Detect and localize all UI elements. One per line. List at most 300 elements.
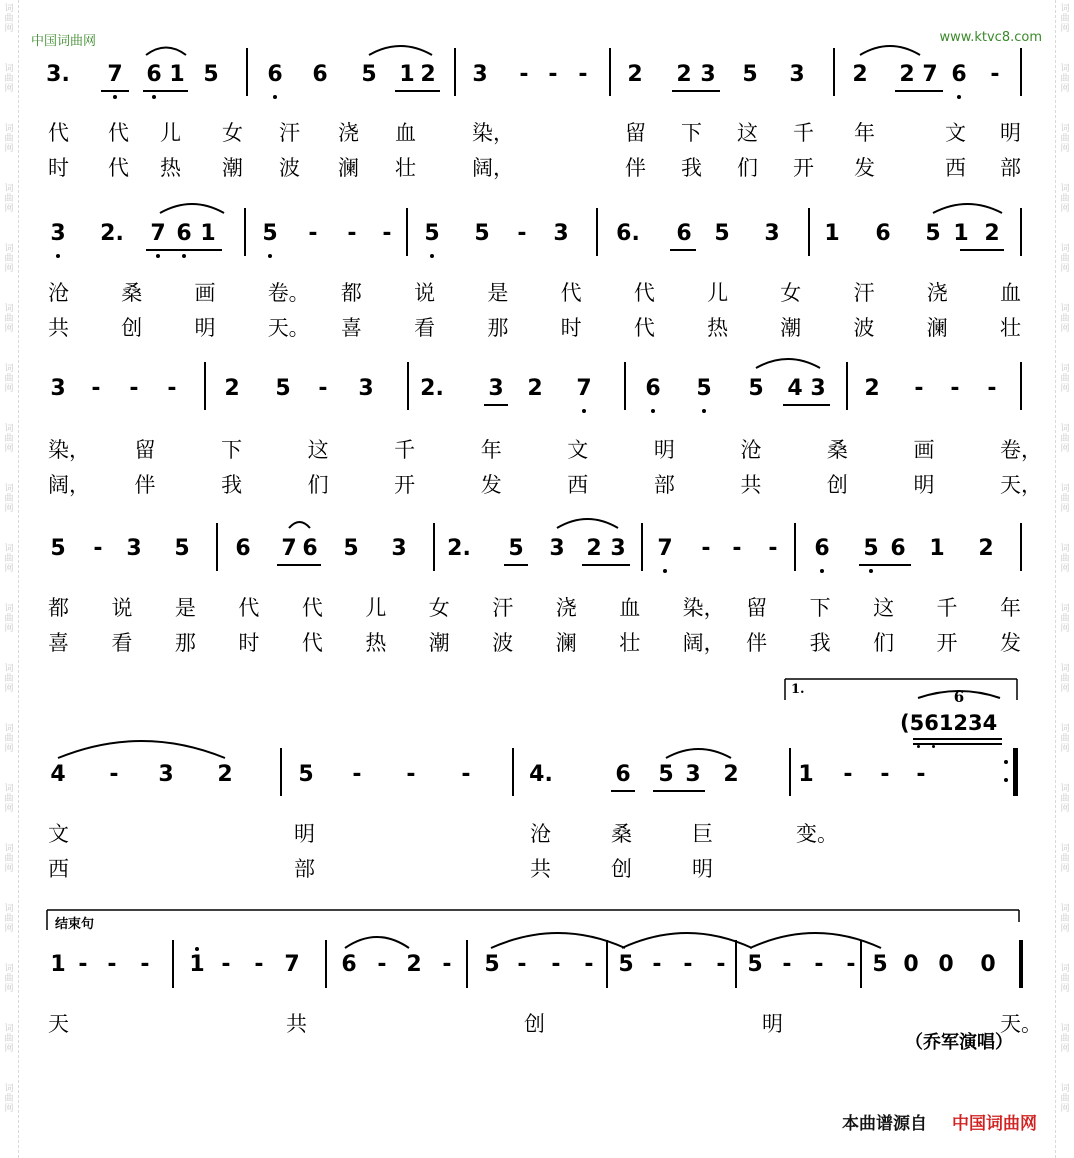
lyric-syllable: 染，: [682, 596, 725, 620]
lyric-syllable: 千: [793, 121, 814, 145]
lyric-syllable: 明: [294, 822, 315, 846]
watermark-text: 词曲网: [1060, 484, 1070, 514]
lyric-syllable: 留: [625, 121, 646, 145]
bar-line: [596, 208, 598, 256]
watermark-text: 词曲网: [4, 244, 14, 274]
lyric-syllable: 共: [530, 857, 551, 881]
jianpu-note: 1: [399, 62, 415, 87]
lyric-syllable: 说: [111, 596, 133, 620]
jianpu-note: -: [548, 62, 558, 87]
jianpu-note: 5: [658, 762, 674, 787]
beam-underline: [895, 90, 943, 92]
jianpu-note: -: [768, 536, 778, 561]
jianpu-note: 2: [864, 376, 880, 401]
jianpu-note: -: [352, 762, 362, 787]
jianpu-note: -: [318, 376, 328, 401]
jianpu-note: -: [78, 952, 88, 977]
slur: [860, 46, 920, 55]
jianpu-note: 5: [484, 952, 500, 977]
bar-line: [1020, 208, 1022, 256]
jianpu-note: 4: [787, 376, 803, 401]
footer-source-site: 中国词曲网: [952, 1114, 1037, 1134]
lyric-syllable: 明: [1000, 121, 1021, 145]
watermark-text: 词曲网: [1060, 64, 1070, 94]
jianpu-note: -: [584, 952, 594, 977]
beam-underline: [101, 90, 129, 92]
jianpu-note: 5: [424, 221, 440, 246]
watermark-text: 词曲网: [4, 304, 14, 334]
watermark-text: 词曲网: [1060, 424, 1070, 454]
lyric-syllable: 都: [48, 596, 69, 620]
jianpu-note: 6: [302, 536, 318, 561]
lyric-syllable: 染，: [48, 438, 90, 462]
lyric-syllable: 文: [945, 121, 966, 145]
lyric-syllable: 伴: [746, 631, 768, 655]
lyric-syllable: 文: [48, 822, 69, 846]
lyric-syllable: 血: [1000, 281, 1021, 305]
lyric-syllable: 时: [560, 316, 582, 340]
slur: [933, 204, 1002, 213]
lyric-syllable: 们: [737, 156, 758, 180]
beam-underline: [611, 790, 635, 792]
lyric-syllable: 汗: [853, 281, 875, 305]
jianpu-note: 2: [984, 221, 1000, 246]
lyric-syllable: 部: [653, 473, 675, 497]
lyric-syllable: 代: [301, 631, 323, 655]
lyric-syllable: 儿: [707, 281, 729, 305]
lyric-syllable: 这: [737, 121, 758, 145]
lyric-syllable: 女: [780, 281, 802, 305]
jianpu-note: 5: [742, 62, 758, 87]
bar-line: [641, 523, 643, 571]
repeat-dot: [1004, 760, 1008, 764]
beam-underline: [672, 90, 720, 92]
lyric-syllable: 代: [238, 596, 260, 620]
watermark-text: 词曲网: [4, 784, 14, 814]
beam-underline: [960, 249, 1004, 251]
watermark-text: 词曲网: [4, 1024, 14, 1054]
beam-underline: [146, 249, 222, 251]
lyric-syllable: 留: [134, 438, 156, 462]
jianpu-note: 3: [50, 376, 66, 401]
lyric-syllable: 下: [221, 438, 243, 462]
jianpu-note: 6: [951, 62, 967, 87]
beam-underline: [277, 564, 321, 566]
lyric-syllable: 发: [1000, 631, 1021, 655]
lyric-syllable: 热: [160, 156, 181, 180]
beam-underline: [653, 790, 705, 792]
jianpu-note: 2.: [447, 536, 471, 561]
octave-dot-below: [56, 254, 60, 258]
jianpu-note: 2: [586, 536, 602, 561]
lyric-syllable: 开: [936, 631, 958, 655]
lyric-syllable: 儿: [365, 596, 387, 620]
lyric-syllable: 说: [414, 281, 436, 305]
jianpu-note: 6: [814, 536, 830, 561]
slur: [666, 749, 731, 758]
jianpu-note: -: [517, 952, 527, 977]
watermark-text: 词曲网: [4, 604, 14, 634]
jianpu-note: -: [382, 221, 392, 246]
watermark-text: 词曲网: [1060, 784, 1070, 814]
beam-underline: [143, 90, 188, 92]
lyric-syllable: 明: [913, 473, 935, 497]
lyric-syllable: 时: [238, 631, 260, 655]
watermark-text: 词曲网: [4, 1084, 14, 1114]
jianpu-note: 1: [824, 221, 840, 246]
jianpu-note: -: [843, 762, 853, 787]
jianpu-note: -: [406, 762, 416, 787]
jianpu-note: -: [782, 952, 792, 977]
watermark-text: 词曲网: [1060, 4, 1070, 34]
jianpu-note: 6.: [616, 221, 640, 246]
lyric-syllable: 共: [48, 316, 69, 340]
lyric-syllable: 明: [653, 438, 675, 462]
lyric-syllable: 留: [746, 596, 768, 620]
jianpu-note: 6: [890, 536, 906, 561]
left-watermark-strip: [0, 0, 19, 1158]
jianpu-note: 2: [224, 376, 240, 401]
watermark-text: 词曲网: [4, 484, 14, 514]
watermark-text: 词曲网: [1060, 304, 1070, 334]
watermark-text: 词曲网: [4, 664, 14, 694]
lyric-syllable: 澜: [555, 631, 577, 655]
jianpu-note: -: [652, 952, 662, 977]
lyric-syllable: 阔，: [48, 473, 90, 497]
lyric-syllable: 变。: [796, 822, 838, 846]
bar-line: [325, 940, 327, 988]
slur: [160, 204, 224, 213]
jianpu-note: 3: [158, 762, 174, 787]
tuplet-beam: [913, 743, 1002, 745]
beam-underline: [395, 90, 440, 92]
jianpu-note: -: [880, 762, 890, 787]
jianpu-note: 7: [281, 536, 297, 561]
lyric-syllable: 桑: [611, 822, 632, 846]
octave-dot-below: [869, 569, 873, 573]
bar-line: [204, 362, 206, 410]
jianpu-note: -: [347, 221, 357, 246]
jianpu-note: 5: [298, 762, 314, 787]
volta-number: 1.: [791, 682, 805, 697]
watermark-text: 词曲网: [4, 4, 14, 34]
jianpu-note: 3: [610, 536, 626, 561]
jianpu-note: -: [377, 952, 387, 977]
watermark-text: 词曲网: [1060, 244, 1070, 274]
lyric-syllable: 伴: [134, 473, 156, 497]
jianpu-note: -: [987, 376, 997, 401]
jianpu-note: 1: [189, 952, 205, 977]
lyric-syllable: 时: [48, 156, 69, 180]
repeat-bar-thick: [1014, 748, 1018, 796]
jianpu-note: 3: [126, 536, 142, 561]
lyric-syllable: 是: [487, 281, 509, 305]
beam-underline: [484, 404, 508, 406]
jianpu-note: 6: [146, 62, 162, 87]
lyric-syllable: 看: [111, 631, 133, 655]
jianpu-note: -: [221, 952, 231, 977]
octave-dot-below: [820, 569, 824, 573]
lyric-syllable: 沧: [740, 438, 762, 462]
jianpu-note: 2: [406, 952, 422, 977]
right-watermark-strip: [1055, 0, 1074, 1158]
octave-dot-below: [182, 254, 186, 258]
lyric-syllable: 画: [913, 438, 935, 462]
jianpu-note: 7: [284, 952, 300, 977]
beam-underline: [783, 404, 830, 406]
jianpu-note: 4: [50, 762, 66, 787]
lyric-syllable: 代: [108, 121, 129, 145]
tuplet-number: 6: [951, 688, 967, 706]
watermark-text: 词曲网: [1060, 124, 1070, 154]
lyric-syllable: 千: [936, 596, 958, 620]
bar-line: [624, 362, 626, 410]
jianpu-note: -: [846, 952, 856, 977]
lyric-syllable: 卷。: [267, 281, 310, 305]
lyric-syllable: 是: [174, 596, 196, 620]
jianpu-note: 6: [875, 221, 891, 246]
lyric-syllable: 都: [340, 281, 362, 305]
lyric-syllable: 创: [524, 1012, 545, 1036]
watermark-text: 词曲网: [4, 544, 14, 574]
watermark-text: 词曲网: [1060, 544, 1070, 574]
jianpu-note: 5: [863, 536, 879, 561]
lyric-syllable: 沧: [48, 281, 69, 305]
jianpu-note: 1: [929, 536, 945, 561]
lyric-syllable: 波: [492, 631, 514, 655]
jianpu-note: 7: [576, 376, 592, 401]
lyric-syllable: 明: [762, 1012, 783, 1036]
jianpu-note: 1: [200, 221, 216, 246]
jianpu-note: -: [109, 762, 119, 787]
jianpu-note: -: [716, 952, 726, 977]
jianpu-note: 3.: [46, 62, 70, 87]
jianpu-note: 3: [488, 376, 504, 401]
jianpu-note: 5: [696, 376, 712, 401]
bar-line: [789, 748, 791, 796]
jianpu-note: 5: [203, 62, 219, 87]
bar-line: [833, 48, 835, 96]
bar-line: [1020, 48, 1022, 96]
slur: [622, 933, 752, 948]
watermark-text: 词曲网: [4, 364, 14, 394]
bar-line: [433, 523, 435, 571]
lyric-syllable: 这: [307, 438, 329, 462]
jianpu-note: 3: [810, 376, 826, 401]
jianpu-note: 5: [747, 952, 763, 977]
jianpu-note: -: [732, 536, 742, 561]
jianpu-note: 6: [341, 952, 357, 977]
lyric-syllable: 喜: [48, 631, 69, 655]
jianpu-note: 2: [852, 62, 868, 87]
lyric-syllable: 年: [480, 438, 502, 462]
site-url-header: www.ktvc8.com: [939, 30, 1042, 45]
jianpu-note: 5: [872, 952, 888, 977]
lyric-syllable: 澜: [338, 156, 359, 180]
lyric-syllable: 代: [301, 596, 323, 620]
bar-line: [172, 940, 174, 988]
site-name-header: 中国词曲网: [31, 34, 97, 49]
lyric-syllable: 卷，: [1000, 438, 1042, 462]
watermark-text: 词曲网: [1060, 664, 1070, 694]
jianpu-note: 2.: [420, 376, 444, 401]
bar-line: [606, 940, 608, 988]
octave-dot-below: [156, 254, 160, 258]
jianpu-note: 2: [676, 62, 692, 87]
jianpu-note: 5: [275, 376, 291, 401]
lyric-syllable: 那: [487, 316, 509, 340]
lyric-syllable: 开: [793, 156, 814, 180]
lyric-syllable: 潮: [222, 156, 243, 180]
watermark-text: 词曲网: [1060, 364, 1070, 394]
lyric-syllable: 阔，: [682, 631, 725, 655]
lyric-syllable: 血: [395, 121, 416, 145]
jianpu-note: 7: [657, 536, 673, 561]
jianpu-note: 5: [262, 221, 278, 246]
octave-dot-below: [917, 745, 920, 748]
lyric-syllable: 们: [873, 631, 895, 655]
lyric-syllable: 那: [174, 631, 196, 655]
watermark-text: 词曲网: [1060, 604, 1070, 634]
lyric-syllable: 浇: [338, 121, 359, 145]
jianpu-note: -: [950, 376, 960, 401]
lyric-syllable: 波: [279, 156, 300, 180]
bar-line: [454, 48, 456, 96]
jianpu-note: -: [91, 376, 101, 401]
lyric-syllable: 西: [567, 473, 589, 497]
jianpu-note: 1: [953, 221, 969, 246]
lyric-syllable: 创: [121, 316, 143, 340]
lyric-syllable: 喜: [340, 316, 362, 340]
bar-line: [407, 362, 409, 410]
bar-line: [466, 940, 468, 988]
lyric-syllable: 壮: [619, 631, 641, 655]
lyric-syllable: 创: [611, 857, 632, 881]
lyric-syllable: 澜: [926, 316, 948, 340]
octave-dot-below: [113, 95, 117, 99]
jianpu-note: 7: [922, 62, 938, 87]
jianpu-note: -: [107, 952, 117, 977]
bar-line: [794, 523, 796, 571]
jianpu-note: 3: [50, 221, 66, 246]
watermark-text: 词曲网: [4, 424, 14, 454]
watermark-text: 词曲网: [4, 64, 14, 94]
bar-line: [406, 208, 408, 256]
lyric-syllable: 共: [740, 473, 762, 497]
jianpu-note: 5: [748, 376, 764, 401]
jianpu-note: 6: [676, 221, 692, 246]
final-bar-thick: [1019, 940, 1023, 988]
tuplet-figure: (561234: [900, 711, 998, 735]
slur: [557, 519, 618, 528]
beam-underline: [582, 564, 630, 566]
jianpu-note: 5: [174, 536, 190, 561]
jianpu-note: -: [254, 952, 264, 977]
jianpu-note: 3: [391, 536, 407, 561]
lyric-syllable: 下: [681, 121, 702, 145]
octave-dot-below: [651, 409, 655, 413]
jianpu-note: 1: [50, 952, 66, 977]
jianpu-note: 2: [723, 762, 739, 787]
lyric-syllable: 文: [567, 438, 589, 462]
jianpu-note: 1: [169, 62, 185, 87]
lyric-syllable: 这: [873, 596, 895, 620]
octave-dot-below: [663, 569, 667, 573]
bar-line: [1020, 523, 1022, 571]
jianpu-note: -: [519, 62, 529, 87]
jianpu-note: 7: [107, 62, 123, 87]
lyric-syllable: 壮: [1000, 316, 1021, 340]
lyric-syllable: 我: [681, 156, 702, 180]
jianpu-note: 0: [980, 952, 996, 977]
jianpu-note: 2.: [100, 221, 124, 246]
lyric-syllable: 天。: [267, 316, 310, 340]
watermark-text: 词曲网: [1060, 844, 1070, 874]
lyric-syllable: 波: [853, 316, 875, 340]
jianpu-note: -: [140, 952, 150, 977]
lyric-syllable: 热: [365, 631, 387, 655]
jianpu-note: 0: [903, 952, 919, 977]
lyric-syllable: 潮: [780, 316, 802, 340]
repeat-dot: [1004, 778, 1008, 782]
lyric-syllable: 画: [194, 281, 216, 305]
octave-dot-below: [273, 95, 277, 99]
lyric-syllable: 年: [1000, 596, 1021, 620]
lyric-syllable: 染，: [472, 121, 514, 145]
lyric-syllable: 代: [108, 156, 129, 180]
watermark-text: 词曲网: [1060, 1084, 1070, 1114]
lyric-syllable: 代: [633, 316, 655, 340]
jianpu-note: -: [701, 536, 711, 561]
jianpu-note: 2: [420, 62, 436, 87]
slur: [289, 522, 310, 528]
jianpu-note: 3: [358, 376, 374, 401]
watermark-text: 词曲网: [1060, 904, 1070, 934]
jianpu-note: 6: [267, 62, 283, 87]
jianpu-note: 1: [798, 762, 814, 787]
lyric-syllable: 我: [809, 631, 831, 655]
footer-source-label: 本曲谱源自: [842, 1114, 927, 1134]
bar-line: [808, 208, 810, 256]
lyric-syllable: 浇: [555, 596, 577, 620]
jianpu-note: 7: [150, 221, 166, 246]
watermark-text: 词曲网: [1060, 1024, 1070, 1054]
jianpu-note: -: [93, 536, 103, 561]
bar-line: [244, 208, 246, 256]
jianpu-note: 3: [789, 62, 805, 87]
jianpu-note: 3: [764, 221, 780, 246]
octave-dot-below: [430, 254, 434, 258]
jianpu-note: -: [308, 221, 318, 246]
jianpu-note: -: [167, 376, 177, 401]
jianpu-note: 2: [217, 762, 233, 787]
jianpu-note: -: [129, 376, 139, 401]
jianpu-note: 5: [508, 536, 524, 561]
lyric-syllable: 们: [307, 473, 329, 497]
watermark-text: 词曲网: [1060, 724, 1070, 754]
jianpu-note: 0: [938, 952, 954, 977]
lyric-syllable: 千: [394, 438, 416, 462]
jianpu-note: 2: [527, 376, 543, 401]
jianpu-note: 5: [474, 221, 490, 246]
lyric-syllable: 开: [394, 473, 416, 497]
jianpu-note: 3: [700, 62, 716, 87]
lyric-syllable: 儿: [160, 121, 181, 145]
lyric-syllable: 发: [480, 473, 502, 497]
lyric-syllable: 潮: [428, 631, 450, 655]
jianpu-note: 5: [50, 536, 66, 561]
bar-line: [512, 748, 514, 796]
